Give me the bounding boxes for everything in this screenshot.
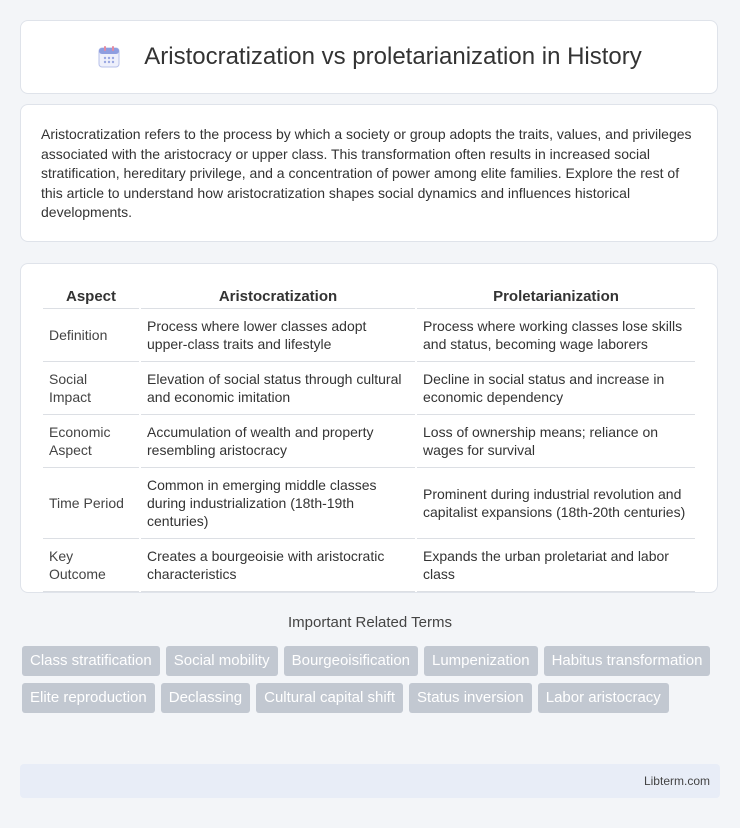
term-tag[interactable]: Status inversion bbox=[409, 683, 532, 713]
aristocratization-cell: Accumulation of wealth and property resembling aristocracy bbox=[141, 415, 415, 468]
table-row bbox=[43, 539, 695, 592]
title-card bbox=[20, 20, 718, 94]
table-row bbox=[43, 415, 695, 468]
aristocratization-cell: Common in emerging middle classes during industrialization (18th-19th centuries) bbox=[141, 468, 415, 539]
intro-text: Aristocratization refers to the process by which a society or group adopts the traits, values, and privileges associated with the aristocracy or upper class. This transformation often results in increased social stratification, hereditary privilege, and a concentration of power among elite families. Explore the rest of this article to understand how aristocratization shapes social dynamics and influences historical developments. bbox=[41, 126, 692, 220]
term-tag[interactable]: Lumpenization bbox=[424, 646, 538, 676]
comparison-table-card bbox=[20, 263, 718, 593]
page-title: Aristocratization vs proletarianization in History bbox=[144, 43, 642, 70]
table-row bbox=[43, 468, 695, 539]
table-row bbox=[43, 362, 695, 415]
intro-card bbox=[20, 104, 718, 242]
term-tag[interactable]: Class stratification bbox=[22, 646, 160, 676]
footer bbox=[20, 764, 720, 798]
aspect-cell: Definition bbox=[43, 309, 139, 362]
aristocratization-cell: Creates a bourgeoisie with aristocratic characteristics bbox=[141, 539, 415, 592]
term-tag[interactable]: Bourgeoisification bbox=[284, 646, 418, 676]
column-header-proletarianization: Proletarianization bbox=[417, 282, 695, 309]
proletarianization-cell: Loss of ownership means; reliance on wages for survival bbox=[417, 415, 695, 468]
proletarianization-cell: Process where working classes lose skills and status, becoming wage laborers bbox=[417, 309, 695, 362]
column-header-aspect: Aspect bbox=[43, 282, 139, 309]
term-tag[interactable]: Habitus transformation bbox=[544, 646, 711, 676]
proletarianization-cell: Decline in social status and increase in economic dependency bbox=[417, 362, 695, 415]
table-header-row bbox=[43, 282, 695, 309]
proletarianization-cell: Expands the urban proletariat and labor class bbox=[417, 539, 695, 592]
term-tag[interactable]: Labor aristocracy bbox=[538, 683, 669, 713]
aspect-cell: Time Period bbox=[43, 468, 139, 539]
aspect-cell: Economic Aspect bbox=[43, 415, 139, 468]
aristocratization-cell: Process where lower classes adopt upper-class traits and lifestyle bbox=[141, 309, 415, 362]
aspect-cell: Key Outcome bbox=[43, 539, 139, 592]
proletarianization-cell: Prominent during industrial revolution and capitalist expansions (18th-20th centuries) bbox=[417, 468, 695, 539]
term-tag[interactable]: Elite reproduction bbox=[22, 683, 155, 713]
term-tag[interactable]: Declassing bbox=[161, 683, 250, 713]
column-header-aristocratization: Aristocratization bbox=[141, 282, 415, 309]
term-tag[interactable]: Social mobility bbox=[166, 646, 278, 676]
comparison-table bbox=[41, 282, 697, 592]
table-row bbox=[43, 309, 695, 362]
aspect-cell: Social Impact bbox=[43, 362, 139, 415]
aristocratization-cell: Elevation of social status through cultural and economic imitation bbox=[141, 362, 415, 415]
related-terms-list bbox=[22, 646, 722, 720]
footer-brand-link[interactable]: Libterm.com bbox=[643, 774, 710, 788]
term-tag[interactable]: Cultural capital shift bbox=[256, 683, 403, 713]
calendar-icon bbox=[96, 44, 122, 70]
related-terms-heading: Important Related Terms bbox=[288, 614, 452, 631]
